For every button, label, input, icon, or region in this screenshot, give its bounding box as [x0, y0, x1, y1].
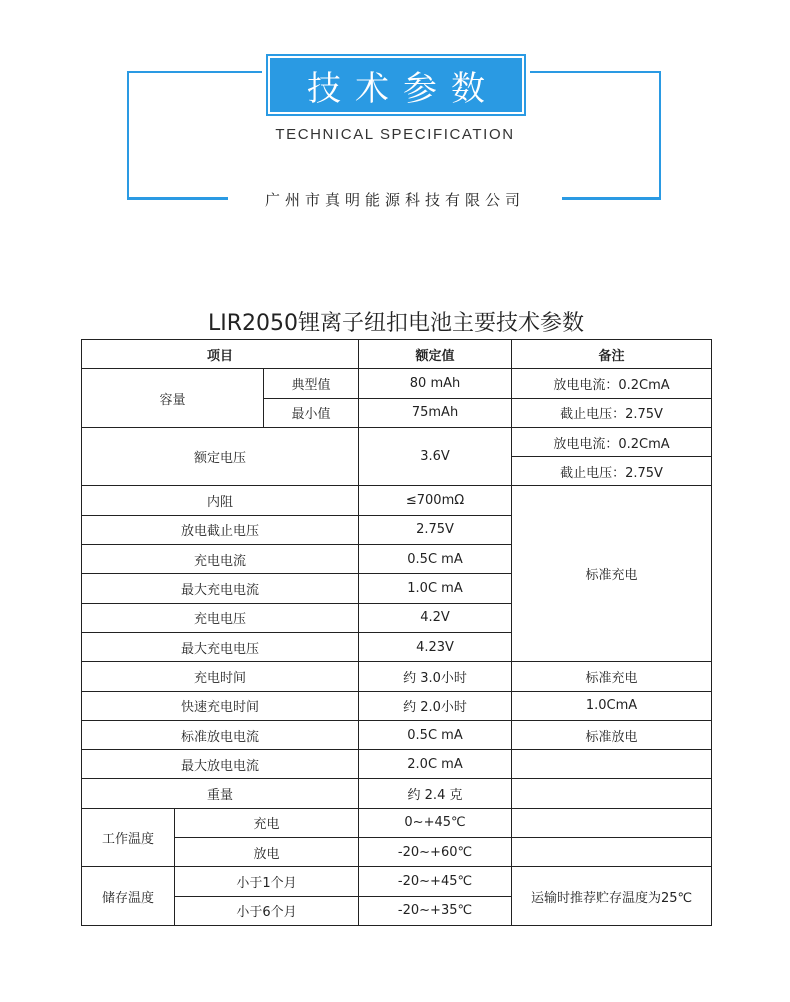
table-row [82, 427, 712, 456]
header-remark: 备注 [512, 340, 712, 369]
row-value: 约 2.4 克 [359, 779, 512, 808]
row-remark [512, 750, 712, 779]
page-subtitle: TECHNICAL SPECIFICATION [250, 126, 540, 146]
table-row [82, 662, 712, 691]
rated-voltage-value: 3.6V [359, 427, 512, 486]
row-remark: 标准充电 [512, 662, 712, 691]
row-label: 放电截止电压 [82, 515, 359, 544]
table-header-row [82, 340, 712, 369]
title-box [262, 50, 530, 120]
table-row [82, 720, 712, 749]
capacity-min-label: 最小值 [264, 398, 359, 427]
row-label: 重量 [82, 779, 359, 808]
work-temp-label: 工作温度 [82, 808, 175, 867]
storage-temp-label: 储存温度 [82, 867, 175, 926]
capacity-typical-label: 典型值 [264, 369, 359, 398]
row-remark: 1.0CmA [512, 691, 712, 720]
row-value: 约 2.0小时 [359, 691, 512, 720]
table-row [82, 691, 712, 720]
row-label: 标准放电电流 [82, 720, 359, 749]
capacity-min-remark: 截止电压：2.75V [512, 398, 712, 427]
table-row [82, 750, 712, 779]
row-remark: 标准放电 [512, 720, 712, 749]
table-row [82, 369, 712, 398]
row-value: 1.0C mA [359, 574, 512, 603]
row-remark [512, 779, 712, 808]
row-label: 快速充电时间 [82, 691, 359, 720]
row-value: 2.0C mA [359, 750, 512, 779]
work-temp-discharge-label: 放电 [175, 838, 359, 867]
row-value: 0.5C mA [359, 720, 512, 749]
rated-voltage-remark-1: 放电电流：0.2CmA [512, 427, 712, 456]
storage-temp-1m-label: 小于1个月 [175, 867, 359, 896]
divider-left [127, 198, 237, 200]
storage-temp-6m-value: -20~+35℃ [359, 896, 512, 925]
table-row [82, 486, 712, 515]
row-label: 最大放电电流 [82, 750, 359, 779]
storage-temp-1m-value: -20~+45℃ [359, 867, 512, 896]
divider-right [553, 198, 661, 200]
row-label: 充电时间 [82, 662, 359, 691]
header-item: 项目 [82, 340, 359, 369]
row-value: 约 3.0小时 [359, 662, 512, 691]
table-row [82, 808, 712, 837]
table-row [82, 779, 712, 808]
capacity-typical-remark: 放电电流：0.2CmA [512, 369, 712, 398]
row-value: ≤700mΩ [359, 486, 512, 515]
table-title: LIR2050锂离子纽扣电池主要技术参数 [207, 311, 585, 336]
row-value: 4.23V [359, 632, 512, 661]
capacity-typical-value: 80 mAh [359, 369, 512, 398]
work-temp-charge-label: 充电 [175, 808, 359, 837]
row-label: 最大充电电流 [82, 574, 359, 603]
row-label: 内阻 [82, 486, 359, 515]
table-row [82, 867, 712, 896]
row-value: 0.5C mA [359, 545, 512, 574]
page-title: 技术参数 [268, 56, 524, 114]
row-label: 充电电流 [82, 545, 359, 574]
row-value: 2.75V [359, 515, 512, 544]
row-value: 4.2V [359, 603, 512, 632]
charge-group-remark: 标准充电 [512, 486, 712, 662]
rated-voltage-remark-2: 截止电压：2.75V [512, 457, 712, 486]
rated-voltage-label: 额定电压 [82, 427, 359, 486]
row-remark [512, 808, 712, 837]
storage-temp-6m-label: 小于6个月 [175, 896, 359, 925]
work-temp-charge-value: 0~+45℃ [359, 808, 512, 837]
company-name: 广州市真明能源科技有限公司 [228, 188, 562, 212]
storage-temp-remark: 运输时推荐贮存温度为25℃ [512, 867, 712, 926]
row-remark [512, 838, 712, 867]
capacity-min-value: 75mAh [359, 398, 512, 427]
row-label: 最大充电电压 [82, 632, 359, 661]
table-row [82, 838, 712, 867]
spec-table [81, 339, 712, 926]
capacity-label: 容量 [82, 369, 264, 428]
row-label: 充电电压 [82, 603, 359, 632]
header-rated: 额定值 [359, 340, 512, 369]
work-temp-discharge-value: -20~+60℃ [359, 838, 512, 867]
